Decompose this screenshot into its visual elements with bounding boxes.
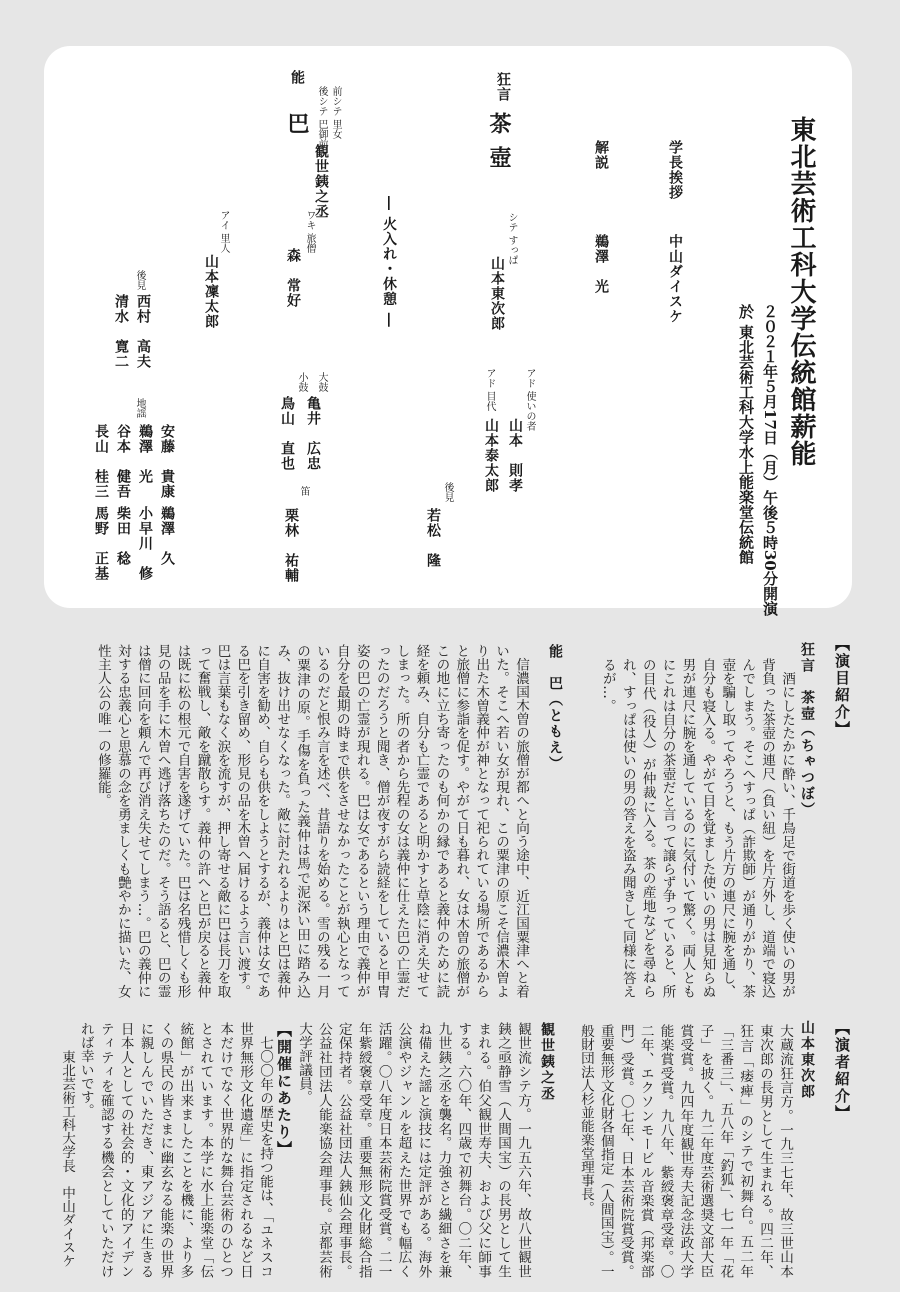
commentary-label: 解説 bbox=[593, 140, 609, 170]
shite-kyogen-name: 山本東次郎 bbox=[489, 256, 505, 331]
performer2-name: 観世銕之丞 bbox=[539, 1022, 555, 1102]
message-heading: 【開催にあたり】 bbox=[275, 1022, 293, 1158]
kyogen-synopsis-text: 酒にしたたかに酔い、千鳥足で街道を歩く使いの男が背負った茶壺の連尺（負い紐）を片方外し、道端で寝込んでしまう。そこへすっぱ（詐欺師）が通りがかり、茶壺を騙し取ってやろうと、もう片方の連尺に腕を通し、自分も寝入る。やがて目を覚ました使いの男は見知らぬ男が連尺に腕を通しているのに気付いて驚く。両人ともにこれは自分の茶壺だと言って譲らず争っていると、所の目代（役人）が仲裁に入る。茶の産地などを尋ねられ、すっぱは使いの男の答えを盗み聞きして同様に答えるが…。 bbox=[599, 658, 795, 998]
noh-label: 能 bbox=[289, 70, 305, 85]
jiutai-name: 谷本 健吾 bbox=[115, 424, 131, 499]
kyogen-label: 狂言 bbox=[495, 72, 511, 102]
message-text: 七〇〇年の歴史を持つ能は、「ユネスコ世界無形文化遺産」に指定されるなど日本だけでなく世界的な舞台芸術のひとつとされています。本学に水上能楽堂「伝統館」が出来ましたことを機に、より多くの県民の皆さまに幽玄なる能楽の世界に親しんでいただき、東アジアに生きる日本人としての社会的・文化的アイデンティティを確認する機会としていただければ幸いです。 bbox=[77, 1022, 273, 1278]
event-date: ２０２１年５月17日（月）午後５時30分開演 bbox=[761, 304, 779, 616]
program-card bbox=[44, 46, 852, 616]
greeting-name: 中山ダイスケ bbox=[667, 234, 683, 324]
performer1-name: 山本東次郎 bbox=[799, 1020, 815, 1100]
event-venue: 於 東北芸術工科大学水上能楽堂伝統館 bbox=[737, 304, 755, 565]
ado1-role: アド 使いの者 bbox=[524, 368, 535, 432]
jiutai-label: 地謡 bbox=[134, 398, 145, 418]
shite-kyogen-role: シテ すっぱ bbox=[506, 212, 517, 266]
ai-name: 山本凜太郎 bbox=[203, 254, 219, 329]
jiutai-name: 鵜澤 久 bbox=[159, 506, 175, 566]
performer2-bio: 観世流シテ方。一九五六年、故八世観世銕之亟静雪（人間国宝）の長男として生まれる。伯父観世寿夫、および父に師事する。六〇年、四歳で初舞台。〇二年、九世銕之丞を襲名。力強さと繊細さを兼ね備えた謡と演技には定評がある。海外公演やジャンルを超えた世界でも幅広く活躍。〇八年度日本芸術院賞受賞。二一年紫綬褒章受章。重要無形文化財総合指定保持者。公益社団法人銕仙会理事長。公益社団法人能楽協会理事長。京都芸術大学評議員。 bbox=[296, 1022, 531, 1278]
jiutai-name: 柴田 稔 bbox=[115, 506, 131, 566]
performers-heading: 【演者紹介】 bbox=[833, 1020, 851, 1122]
kouken-noh-label: 後見 bbox=[134, 270, 145, 290]
greeting-label: 学長挨拶 bbox=[667, 140, 683, 200]
event-title: 東北芸術工科大学伝統館薪能 bbox=[786, 116, 816, 467]
shite-name: 観世銕之丞 bbox=[313, 144, 329, 219]
noh-synopsis-heading: 能 巴（ともえ） bbox=[547, 644, 563, 772]
fue-name: 栗林 祐輔 bbox=[283, 508, 299, 583]
kotsuzumi-name: 鳥山 直也 bbox=[279, 396, 295, 471]
ado1-name: 山本 則孝 bbox=[507, 418, 523, 493]
fue-label: 笛 bbox=[298, 486, 309, 496]
performer1-bio: 大蔵流狂言方。一九三七年、故三世山本東次郎の長男として生まれる。四二年、狂言「痿痺」のシテで初舞台。五二年「三番三」、五八年「釣狐」、七一年「花子」を披く。九二年度芸術選奨文部大臣賞受賞。九四年度観世寿夫記念法政大学能楽賞受賞。九八年、紫綬褒章受章。〇二年、エクソンモービル音楽賞（邦楽部門）受賞。〇七年、日本芸術院賞受賞。重要無形文化財各個指定（人間国宝）。一般財団法人杉並能楽堂理事長。 bbox=[577, 1024, 793, 1278]
interval-note: ― 火入れ・休憩 ― bbox=[381, 196, 397, 328]
ai-role: アイ 里人 bbox=[218, 210, 229, 254]
kyogen-synopsis-heading: 狂言 茶壺（ちゃつぼ） bbox=[799, 642, 815, 818]
otsuzumi-name: 亀井 広忠 bbox=[305, 396, 321, 471]
ado2-role: アド 目代 bbox=[484, 368, 495, 412]
jiutai-name: 小早川 修 bbox=[137, 506, 153, 581]
noh-title: 巴 bbox=[284, 112, 310, 146]
waki-role: ワキ 旅僧 bbox=[304, 210, 315, 254]
message-signature: 東北芸術工科大学長 中山ダイスケ bbox=[59, 1050, 75, 1268]
jiutai-name: 馬野 正基 bbox=[93, 506, 109, 581]
noh-synopsis-text: 信濃国木曽の旅僧が都へと向う途中、近江国粟津へと着いた。そこへ若い女が現れ、この粟津の原こそ信濃木曽より出た木曽義仲が神となって祀られている場所であるからと旅僧に参詣を促す。やがて日も暮れ、女は木曽の旅僧がこの地に立ち寄ったのも何かの縁であると義仲のために読経を頼み、自分も亡霊であると明かすと草陰に消え失せてしまった。所の者から先程の女は義仲に仕えた巴の亡霊だったのだろうと聞き、僧が夜すがら読経をしていると甲冑姿の巴の亡霊が現れる。巴は女であるという理由で義仲が自分を最期の時まで供をさせなかったことが執心となっているのだと恨み言を述べ、昔語りを始める。雪の残る一月の粟津の原。手傷を負った義仲は馬で泥深い田に踏み込み、抜け出せなくなった。敵に討たれるよりはと巴は義仲に自害を勧め、自らも供をしようとするが、義仲は女である巴を引き留め、形見の品を木曽へ届けるよう言い渡す。巴は言葉もなく涙を流すが、押し寄せる敵に巴は長刀を取って奮戦し、敵を蹴散らす。義仲の許へと巴が戻ると義仲は既に松の根元で自害を遂げていた。巴は名残惜しくも形見の品を手に木曽へ逃げ落ちたのだ。そう語ると、巴の霊は僧に回向を頼んで再び消え失せてしまう…。巴の義仲に対する忠義心と思慕の念を勇ましくも艶やかに描いた、女性主人公の唯一の修羅能。 bbox=[94, 644, 529, 998]
jiutai-name: 安藤 貴康 bbox=[159, 424, 175, 499]
kyogen-title: 茶壺 bbox=[486, 112, 512, 180]
commentary-name: 鵜澤 光 bbox=[593, 234, 609, 294]
kouken-noh-name: 清水 寛二 bbox=[113, 294, 129, 369]
kouken-kyogen-name: 若松 隆 bbox=[425, 508, 441, 568]
ado2-name: 山本泰太郎 bbox=[483, 418, 499, 493]
mae-shite-role: 前シテ 里女 bbox=[330, 86, 341, 140]
otsuzumi-label: 大鼓 bbox=[316, 372, 327, 392]
waki-name: 森 常好 bbox=[285, 248, 301, 308]
jiutai-name: 長山 桂三 bbox=[93, 424, 109, 499]
nochi-shite-role: 後シテ 巴御前 bbox=[316, 86, 327, 150]
kotsuzumi-label: 小鼓 bbox=[296, 372, 307, 392]
kouken-noh-name: 西村 高夫 bbox=[135, 294, 151, 369]
synopsis-heading: 【演目紹介】 bbox=[833, 636, 851, 738]
jiutai-name: 鵜澤 光 bbox=[137, 424, 153, 484]
kouken-kyogen-label: 後見 bbox=[442, 482, 453, 502]
